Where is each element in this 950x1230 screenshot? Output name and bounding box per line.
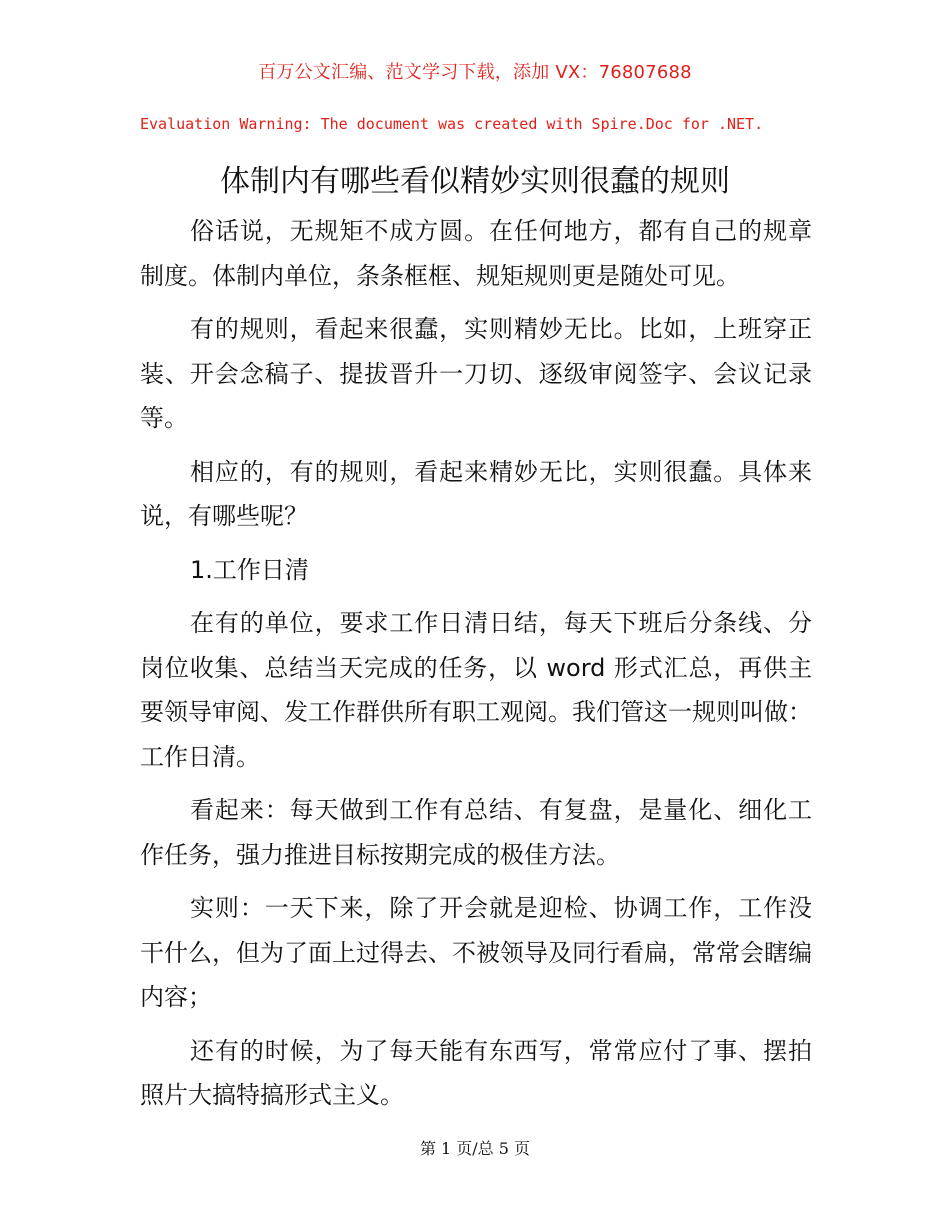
paragraph: 还有的时候，为了每天能有东西写，常常应付了事、摆拍照片大搞特搞形式主义。: [140, 1036, 812, 1109]
paragraph: 俗话说，无规矩不成方圆。在任何地方，都有自己的规章制度。体制内单位，条条框框、规矩规则更是随处可见。: [140, 217, 812, 290]
document-title: 体制内有哪些看似精妙实则很蠢的规则: [220, 164, 730, 199]
paragraph: 在有的单位，要求工作日清日结，每天下班后分条线、分岗位收集、总结当天完成的任务，以 word 形式汇总，再供主要领导审阅、发工作群供所有职工观阅。我们管这一规则叫做：工作日清。: [140, 609, 812, 771]
paragraph: 相应的，有的规则，看起来精妙无比，实则很蠢。具体来说，有哪些呢？: [140, 457, 812, 530]
paragraph: 有的规则，看起来很蠢，实则精妙无比。比如，上班穿正装、开会念稿子、提拔晋升一刀切、逐级审阅签字、会议记录等。: [140, 315, 812, 432]
evaluation-warning: Evaluation Warning: The document was created with Spire.Doc for .NET.: [140, 115, 764, 133]
page-indicator: 第 1 页/总 5 页: [419, 1139, 531, 1158]
document-body: [140, 209, 812, 1127]
paragraph: 实则：一天下来，除了开会就是迎检、协调工作，工作没干什么，但为了面上过得去、不被领导及同行看扁，常常会瞎编内容；: [140, 894, 812, 1011]
paragraph: 看起来：每天做到工作有总结、有复盘，是量化、细化工作任务，强力推进目标按期完成的极佳方法。: [140, 796, 812, 869]
promo-header: 百万公文汇编、范文学习下载，添加 VX：76807688: [258, 62, 692, 83]
section-heading: 1.工作日清: [190, 555, 309, 584]
